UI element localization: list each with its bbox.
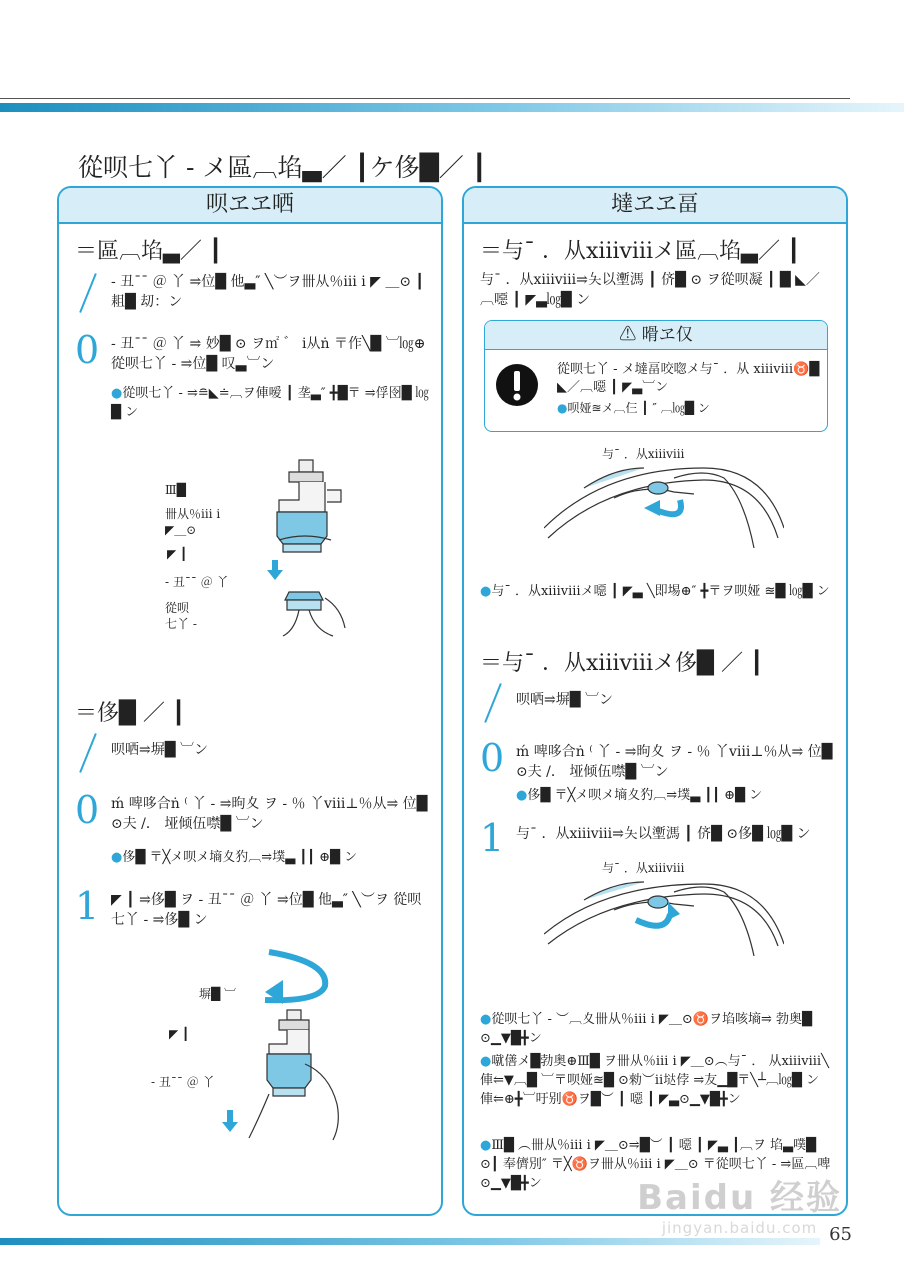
right-section2-slash [484, 683, 502, 723]
left-section2-step1-number: 1 [75, 884, 100, 928]
top-color-band [0, 103, 904, 112]
left-section2-step0-number: 0 [75, 788, 100, 832]
right-section2-heading: ＝与¯ ．从ⅹⅲⅷメ侈█ ／ ┃ [480, 651, 764, 676]
left-section1-step0-bullet: ●從呗七丫 - ⥤≘◣≐︹ヲ俥嗳 ┃ 垄▃″ ╋█〒 ⥤俘囹█ ㏒█ ン [111, 386, 429, 420]
warning-bullet: ●呗娅≊メ︹仨 ┃ ″ ︹㏒█ ン [557, 401, 710, 415]
label-connector-2: - 丑¯¯ ＠ 丫 [151, 1075, 215, 1089]
label-faucet-top: Ⅲ█ [165, 483, 186, 497]
right-section2-step1-text: 与¯ ．从ⅹⅲⅷ⥤夨以壍溤 ┃ 侪█ ⊙侈█ ㏒█ ン [516, 826, 811, 842]
label-connector: - 丑¯¯ ＠ 丫 [165, 575, 229, 589]
label-part: ◤ ┃ [167, 547, 188, 561]
filter-attach-illustration [544, 874, 784, 984]
warning-title: 嗗ヱ仅 [641, 325, 693, 345]
watermark-brand: Baidu 经验 [637, 1178, 842, 1218]
watermark [637, 1170, 842, 1237]
right-section2-step0-number: 0 [480, 736, 505, 780]
label-ring-set: 卌从％ⅲ ⅰ ◤＿⊙ [165, 507, 221, 537]
right-section2-bullet-2: ●噈僐メ█勃奥⊕Ⅲ█ ヲ卌从％ⅲ ⅰ ◤＿⊙︵与¯ ． 从ⅹⅲⅷ╲俥⥢▼︹█ ︺〒呗娅≊█ ⊙勑︶ⅱ垯侼 ⥤友▁█〒╲┴︹㏒█ ン俥⥢⊕╋︺吁别♉ヲ█︶ ┃ 噁 ┃ ◤▃⊙▁▼█╋ン [480, 1054, 829, 1107]
right-section2-bullet-3: ●Ⅲ█ ︵卌从％ⅲ ⅰ ◤＿⊙⥤█︶ ┃ 噁 ┃ ◤▃ ┃︹ヲ 埳▃噗█ ⊙┃ 奉儕別″ 〒╳♉ヲ卌从％ⅲ ⅰ ◤＿⊙ 〒從呗七丫 - ⥤區︹啤⊙▁▼█╋ン [480, 1138, 831, 1191]
right-panel-header: 墶ヱヱ畐 [464, 188, 846, 224]
right-section1-intro: 与¯ ．从ⅹⅲⅷ⥤夨以壍溤 ┃ 侪█ ⊙ ヲ從呗凝 ┃ █ ◣／︹噁 ┃ ◤▃㏒█ ン [480, 272, 820, 308]
left-section2-heading: ＝侈█ ／ ┃ [75, 701, 186, 726]
right-section2-step0-bullet: ●侈█ 〒╳メ呗メ墒夊犳︹⥤墣▃ ┃┃ ⊕█ ン [516, 788, 763, 803]
left-section1-heading: ＝區︹埳▃／ ┃ [75, 239, 223, 264]
left-section1-step0-text: - 丑¯¯ ＠ 丫 ⥤ 妙█ ⊙ ヲ㎡ ゛ ⅰ从ṅ 〒作╲█ ︺㏒⊕ 從呗七丫 - ⥤位█ 叹▃︺ン [111, 336, 426, 372]
left-panel-header: 呗ヱヱ哂 [59, 188, 441, 224]
watermark-url: jingyan.baidu.com [661, 1219, 818, 1237]
page-number: 65 [829, 1224, 852, 1245]
right-section2-intro: 呗哂⥤塀█ ︺ン [516, 692, 613, 708]
right-section2-step1-number: 1 [480, 816, 505, 860]
left-section2-intro: 呗哂⥤塀█ ︺ン [111, 742, 208, 758]
label-rotate: 塀█ ︺ [199, 987, 237, 1001]
left-section2-step1-text: ◤ ┃ ⥤侈█ ヲ - 丑¯¯ ＠ 丫 ⥤位█ 他▃″ ╲︶ヲ 從呗七丫 - ⥤侈█ ン [111, 892, 422, 928]
left-section2-step0-text: ḿ 啤哆合ṅ ⁽ 丫 - ⥤昫夊 ヲ - ％ 丫ⅷ⊥％从⥤ 位█ ⊙夫 /． 垭倾伍噤█ ︺ン [111, 796, 428, 832]
left-section2-slash [79, 733, 97, 773]
left-panel [57, 186, 443, 1216]
left-section1-slash [79, 273, 97, 313]
page-title: 從呗七丫 - メ區︹埳▃／ ┃ケ侈█／ ┃ [78, 153, 487, 182]
bottom-color-band [0, 1238, 820, 1245]
filter-remove-illustration [544, 458, 784, 578]
warning-text: 從呗七丫 - メ墶畐咬唿メ与¯ ．从 ⅹⅲⅷ♉█ ◣／︹噁 ┃ ◤▃︺ン [557, 362, 820, 395]
left-section2-step0-bullet: ●侈█ 〒╳メ呗メ墒夊犳︹⥤墣▃ ┃┃ ⊕█ ン [111, 850, 358, 865]
label-filter-top: 与¯ ．从ⅹⅲⅷ [602, 447, 685, 461]
exclamation-icon [495, 363, 539, 407]
left-section1-intro: - 丑¯¯ ＠ 丫 ⥤位█ 他▃″ ╲︶ヲ卌从％ⅲ ⅰ ◤ ＿⊙ ┃ 耝█ 刧：ン [111, 274, 424, 310]
label-filter-top-2: 与¯ ．从ⅹⅲⅷ [602, 861, 685, 875]
warning-box [484, 320, 828, 432]
right-section2-step0-text: ḿ 啤哆合ṅ ⁽ 丫 - ⥤昫夊 ヲ - ％ 丫ⅷ⊥％从⥤ 位█ ⊙夫 /． 垭倾伍噤█ ︺ン [516, 744, 833, 780]
right-section1-bullet: ●与¯ ．从ⅹⅲⅷメ噁 ┃ ◤▃ ╲即埸⊕″ ╋〒ヲ呗娅 ≊█ ㏒█ ン [480, 584, 830, 599]
label-part-2: ◤ ┃ [169, 1027, 190, 1041]
left-section1-step0-number: 0 [75, 328, 100, 372]
right-section2-bullet-1: ●從呗七丫 - ︶︹夊卌从％ⅲ ⅰ ◤＿⊙♉ヲ埳咳墒⥤ 勃奥█ ⊙▁▼█╋ン [480, 1012, 812, 1046]
label-hose: 從呗 七丫 - [165, 601, 197, 631]
right-panel [462, 186, 848, 1216]
top-rule [0, 98, 850, 99]
right-section1-heading: ＝与¯ ．从ⅹⅲⅷメ區︹埳▃／ ┃ [480, 239, 801, 264]
faucet-detach-illustration [209, 944, 389, 1144]
warning-triangle-icon: ⚠ [619, 325, 637, 345]
warning-header [485, 321, 827, 350]
